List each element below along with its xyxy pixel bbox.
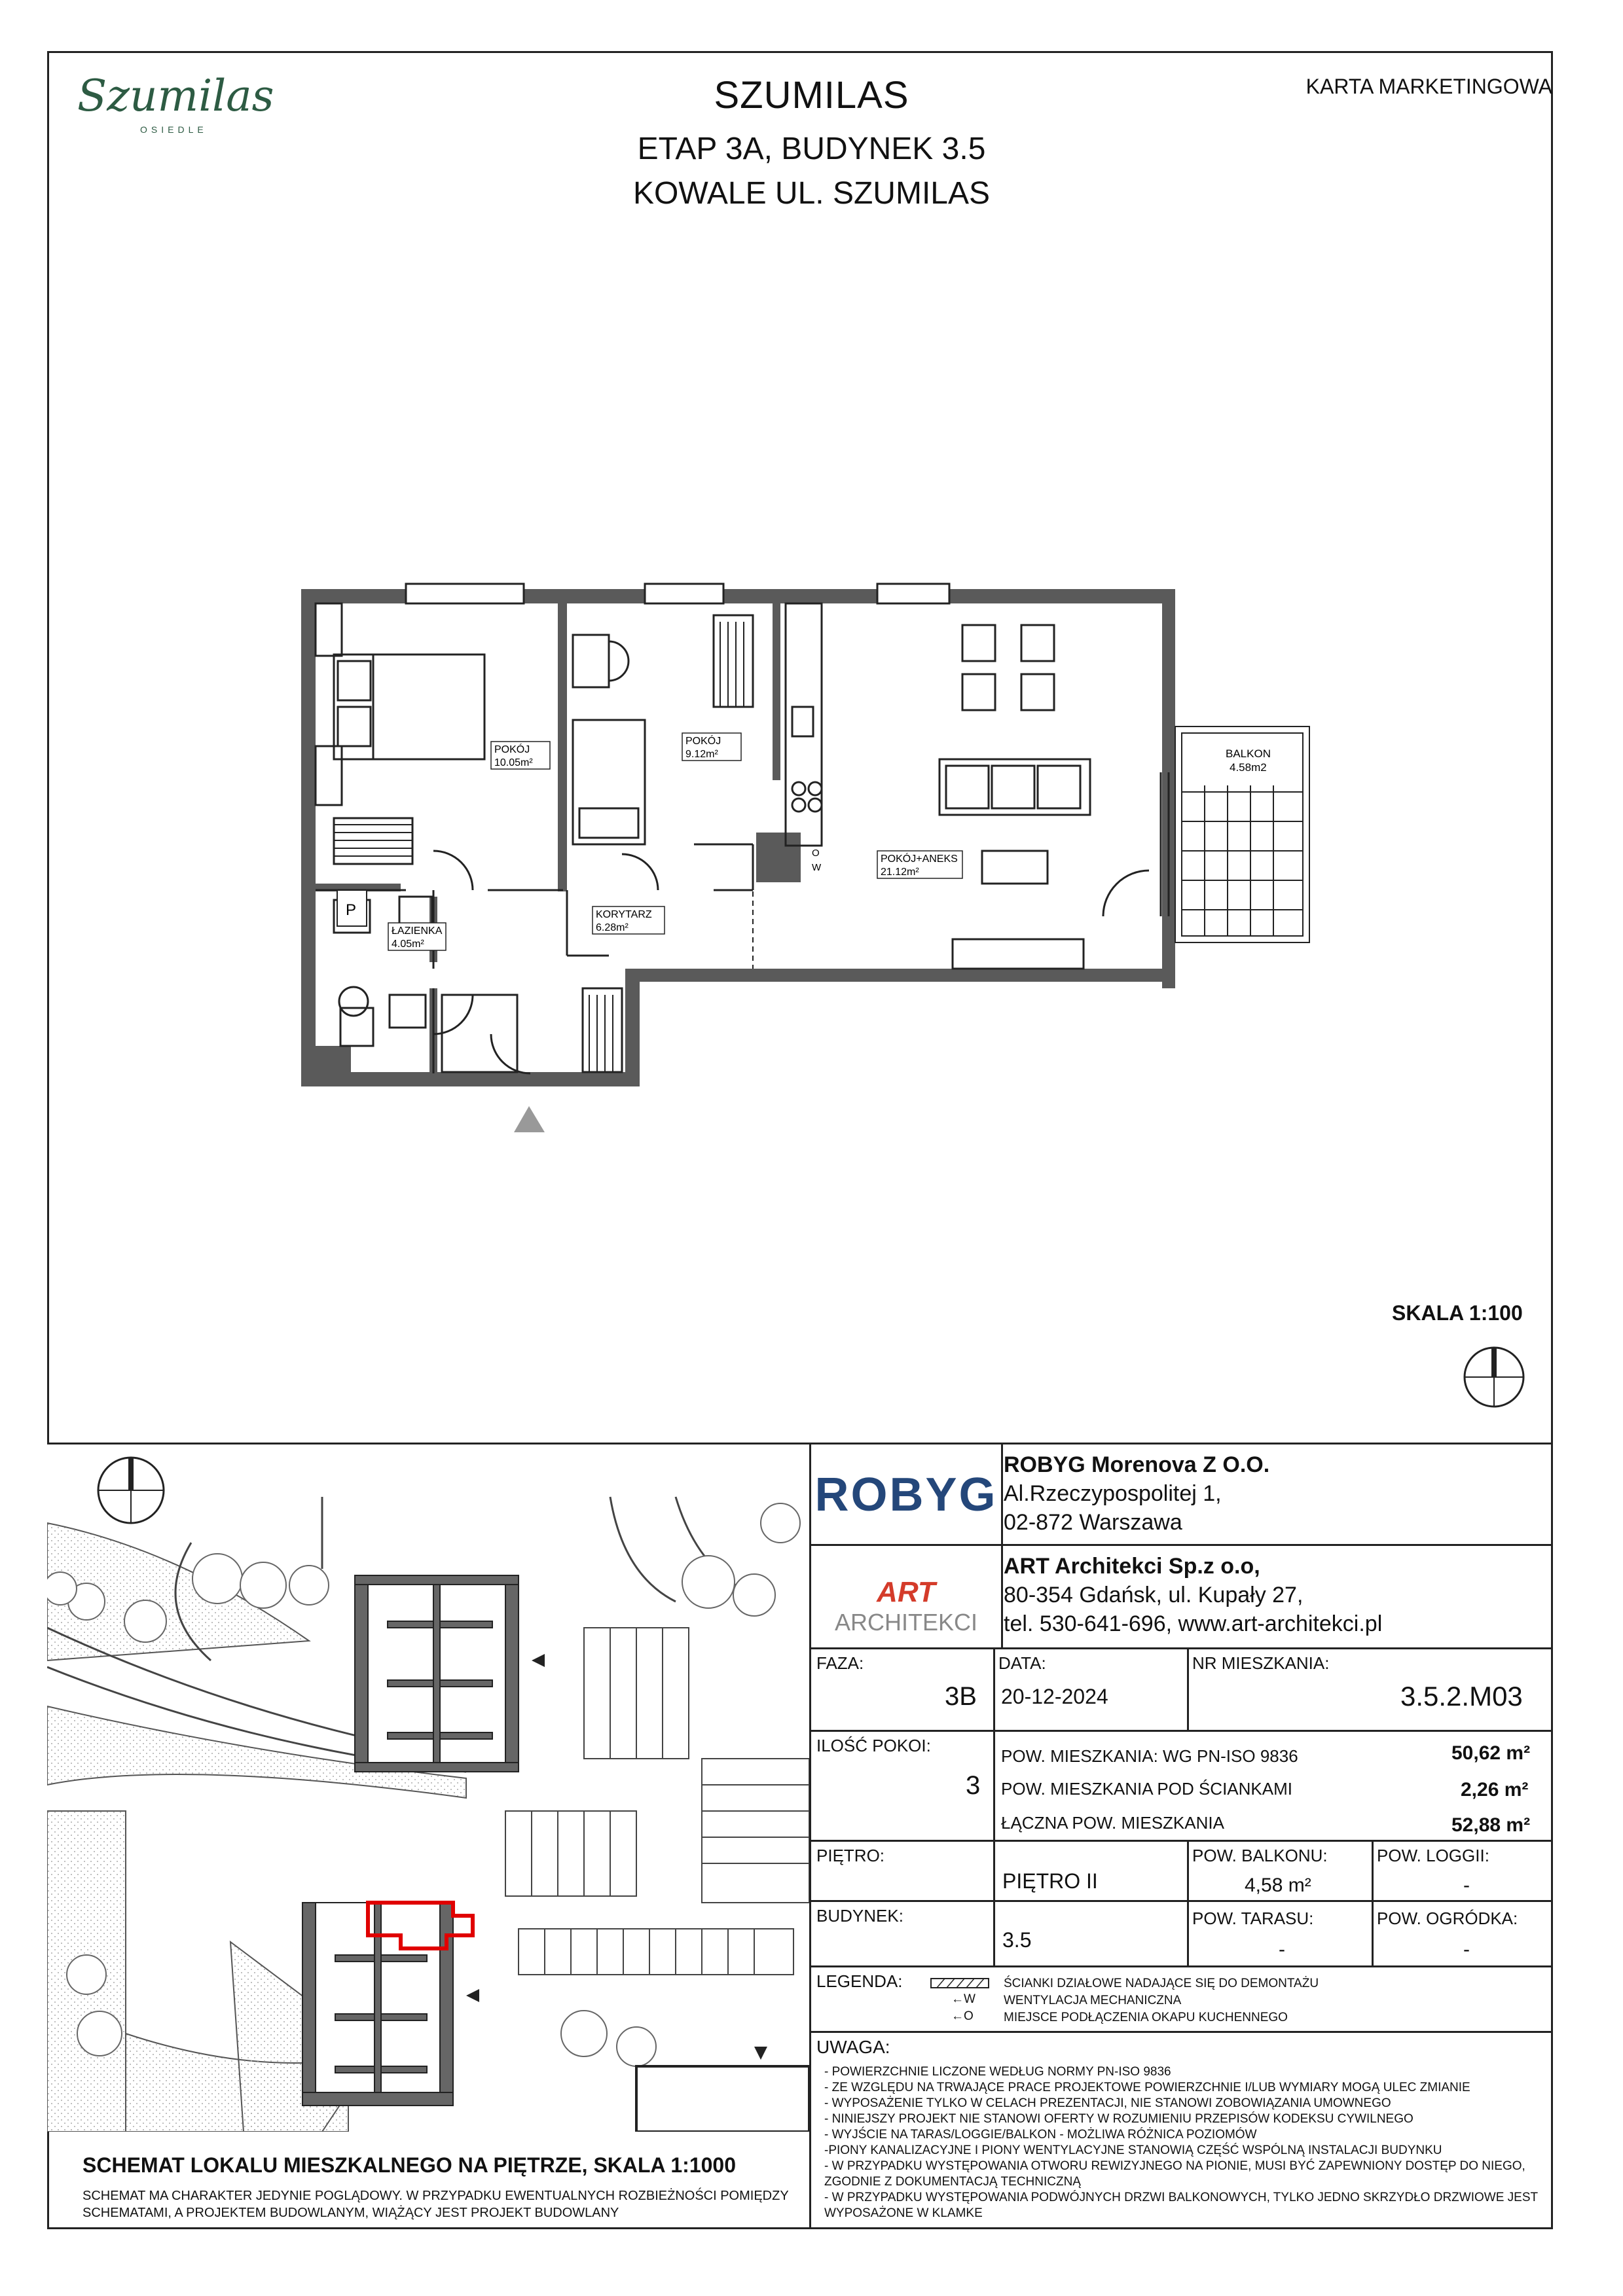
pietro-row	[811, 1840, 1553, 1900]
architect-address: 80-354 Gdańsk, ul. Kupały 27,	[1004, 1583, 1304, 1607]
plan-balkon-area: 4.58m2	[1230, 761, 1267, 774]
robyg-logo: ROBYG	[814, 1469, 998, 1521]
plan-pokoj-aneks-area: 21.12m²	[881, 867, 919, 878]
legend-arrow-w-icon: ←W	[951, 1992, 976, 2006]
note-item: ZGODNIE Z DOKUMENTACJĄ TECHNICZNĄ	[824, 2175, 1081, 2189]
notes-label: UWAGA:	[816, 2037, 890, 2057]
page-subtitle-address: KOWALE UL. SZUMILAS	[632, 176, 990, 211]
note-item: - WYPOSAŻENIE TYLKO W CELACH PREZENTACJI, NIE STANOWI ZOBOWIĄZANIA UMOWNEGO	[824, 2096, 1391, 2110]
site-schematic	[47, 1443, 809, 2229]
floor-plan-detailed	[301, 576, 1322, 1132]
plan-pokoj2-area: 9.12m²	[685, 749, 718, 760]
budynek-label: BUDYNEK:	[816, 1906, 903, 1926]
info-table	[809, 1443, 1553, 2229]
notes-list	[824, 2064, 1538, 2221]
schematic-note-line2: SCHEMATAMI, A PROJEKTEM BUDOWLANYM, WIĄŻĄCY JEST PROJEKT BUDOWLANY	[82, 2206, 619, 2220]
pow2-label: POW. MIESZKANIA POD ŚCIANKAMI	[1001, 1779, 1292, 1799]
taras-label: POW. TARASU:	[1192, 1909, 1314, 1928]
faza-value: 3B	[945, 1682, 977, 1711]
plan-vent-o: O	[812, 848, 820, 859]
page-title: SZUMILAS	[714, 74, 909, 117]
note-item: - NINIEJSZY PROJEKT NIE STANOWI OFERTY W ROZUMIENIU PRZEPISÓW KODEKSU CYWILNEGO	[824, 2112, 1413, 2126]
budynek-value: 3.5	[1002, 1928, 1032, 1952]
nr-value: 3.5.2.M03	[1400, 1681, 1523, 1712]
loggia-label: POW. LOGGII:	[1377, 1846, 1489, 1865]
legend-hatch-icon	[930, 1978, 989, 1988]
note-item: - ZE WZGLĘDU NA TRWAJĄCE PRACE PROJEKTOWE POWIERZCHNIE I/LUB WYMIARY MOGĄ ULEC ZMIANIE	[824, 2081, 1470, 2094]
note-item: - W PRZYPADKU WYSTĘPOWANIA OTWORU REWIZYJNEGO NA PIONIE, MUSI BYĆ ZAPEWNIONY DOSTĘP DO NIEGO,	[824, 2159, 1525, 2173]
plan-pokoj1-name: POKÓJ	[494, 744, 530, 755]
plan-pokoj2-name: POKÓJ	[685, 736, 721, 747]
document-type: KARTA MARKETINGOWA	[1305, 75, 1552, 98]
plan-scale-label: SKALA 1:100	[1392, 1301, 1523, 1325]
pow1-value: 50,62 m²	[1451, 1742, 1531, 1764]
loggia-value: -	[1463, 1874, 1470, 1896]
schematic-note	[82, 2187, 803, 2221]
plan-lazienka-area: 4.05m²	[392, 939, 424, 950]
plan-pokoj-aneks-name: POKÓJ+ANEKS	[881, 853, 958, 865]
faza-row	[811, 1647, 1553, 1730]
logo-script: Szumilas	[77, 71, 274, 121]
faza-label: FAZA:	[816, 1653, 864, 1673]
nr-label: NR MIESZKANIA:	[1192, 1653, 1330, 1673]
legend-label: LEGENDA:	[816, 1971, 903, 1991]
data-label: DATA:	[998, 1653, 1046, 1673]
architect-name: ART Architekci Sp.z o.o,	[1004, 1554, 1260, 1579]
pietro-value: PIĘTRO II	[1002, 1869, 1098, 1893]
art-logo-mark: ART	[877, 1576, 936, 1608]
plan-vent-w: W	[812, 862, 822, 873]
developer-address-1: Al.Rzeczypospolitej 1,	[1004, 1481, 1222, 1506]
page-subtitle-stage: ETAP 3A, BUDYNEK 3.5	[637, 132, 986, 166]
pokoje-value: 3	[966, 1771, 981, 1800]
legend-row	[811, 1965, 1553, 2031]
taras-value: -	[1279, 1939, 1285, 1960]
developer-name: ROBYG Morenova Z O.O.	[1004, 1452, 1270, 1477]
note-item: - WYJŚCIE NA TARAS/LOGGIE/BALKON - MOŻLIWA RÓŻNICA POZIOMÓW	[824, 2128, 1257, 2142]
legend-item-2: WENTYLACJA MECHANICZNA	[1004, 1994, 1182, 2007]
notes-row	[811, 2031, 1553, 2229]
plan-korytarz-name: KORYTARZ	[596, 909, 652, 920]
note-item: - W PRZYPADKU WYSTĘPOWANIA PODWÓJNYCH DRZWI BALKONOWYCH, TYLKO JEDNO SKRZYDŁO DRZWIOWE JEST	[824, 2191, 1539, 2204]
north-arrow-icon	[1461, 1344, 1527, 1410]
plan-lazienka-name: ŁAZIENKA	[392, 925, 443, 937]
art-logo-text: ARCHITEKCI	[834, 1609, 978, 1636]
legend-item-3: MIEJSCE PODŁĄCZENIA OKAPU KUCHENNEGO	[1004, 2011, 1288, 2024]
pow3-value: 52,88 m²	[1451, 1814, 1531, 1836]
schematic-north-arrow-icon	[98, 1458, 164, 1523]
area-row	[811, 1730, 1553, 1840]
pow1-label: POW. MIESZKANIA: WG PN-ISO 9836	[1001, 1746, 1298, 1766]
note-item: - POWIERZCHNIE LICZONE WEDŁUG NORMY PN-ISO 9836	[824, 2065, 1171, 2079]
balkon-value: 4,58 m²	[1245, 1874, 1311, 1896]
legend-w: W	[964, 1992, 976, 2006]
architect-contact: tel. 530-641-696, www.art-architekci.pl	[1004, 1611, 1383, 1636]
pietro-label: PIĘTRO:	[816, 1846, 885, 1865]
developer-address-2: 02-872 Warszawa	[1004, 1510, 1182, 1535]
art-architekci-logo	[811, 1576, 1001, 1636]
schematic-title: SCHEMAT LOKALU MIESZKALNEGO NA PIĘTRZE, SKALA 1:1000	[82, 2153, 736, 2177]
developer-row	[811, 1443, 1553, 1544]
legend-arrow-o-icon: ←O	[951, 2009, 974, 2023]
architect-row	[811, 1544, 1553, 1647]
legend-item-1: ŚCIANKI DZIAŁOWE NADAJĄCE SIĘ DO DEMONTAŻU	[1004, 1977, 1319, 1990]
ogrodek-label: POW. OGRÓDKA:	[1377, 1909, 1518, 1928]
balkon-label: POW. BALKONU:	[1192, 1846, 1328, 1865]
pow3-label: ŁĄCZNA POW. MIESZKANIA	[1001, 1813, 1224, 1833]
budynek-row	[811, 1900, 1553, 1965]
note-item: -PIONY KANALIZACYJNE I PIONY WENTYLACYJNE STANOWIĄ CZĘŚĆ WSPÓLNĄ INSTALACJI BUDYNKU	[824, 2144, 1442, 2157]
plan-korytarz-area: 6.28m²	[596, 922, 629, 933]
note-item: WYPOSAŻONE W KLAMKE	[824, 2206, 983, 2220]
pokoje-label: ILOŚĆ POKOI:	[816, 1736, 931, 1755]
pow2-value: 2,26 m²	[1461, 1779, 1529, 1801]
plan-balkon-name: BALKON	[1226, 747, 1271, 760]
site-map	[47, 1444, 809, 2132]
plan-p-label: P	[346, 901, 357, 919]
ogrodek-value: -	[1463, 1939, 1470, 1960]
legend-o: O	[964, 2009, 974, 2023]
plan-pokoj1-area: 10.05m²	[494, 757, 533, 768]
schematic-note-line1: SCHEMAT MA CHARAKTER JEDYNIE POGLĄDOWY. W PRZYPADKU EWENTUALNYCH ROZBIEŻNOŚCI POMIĘDZY	[82, 2189, 789, 2203]
logo-subtext: OSIEDLE	[140, 124, 208, 135]
data-value: 20-12-2024	[1001, 1685, 1108, 1708]
